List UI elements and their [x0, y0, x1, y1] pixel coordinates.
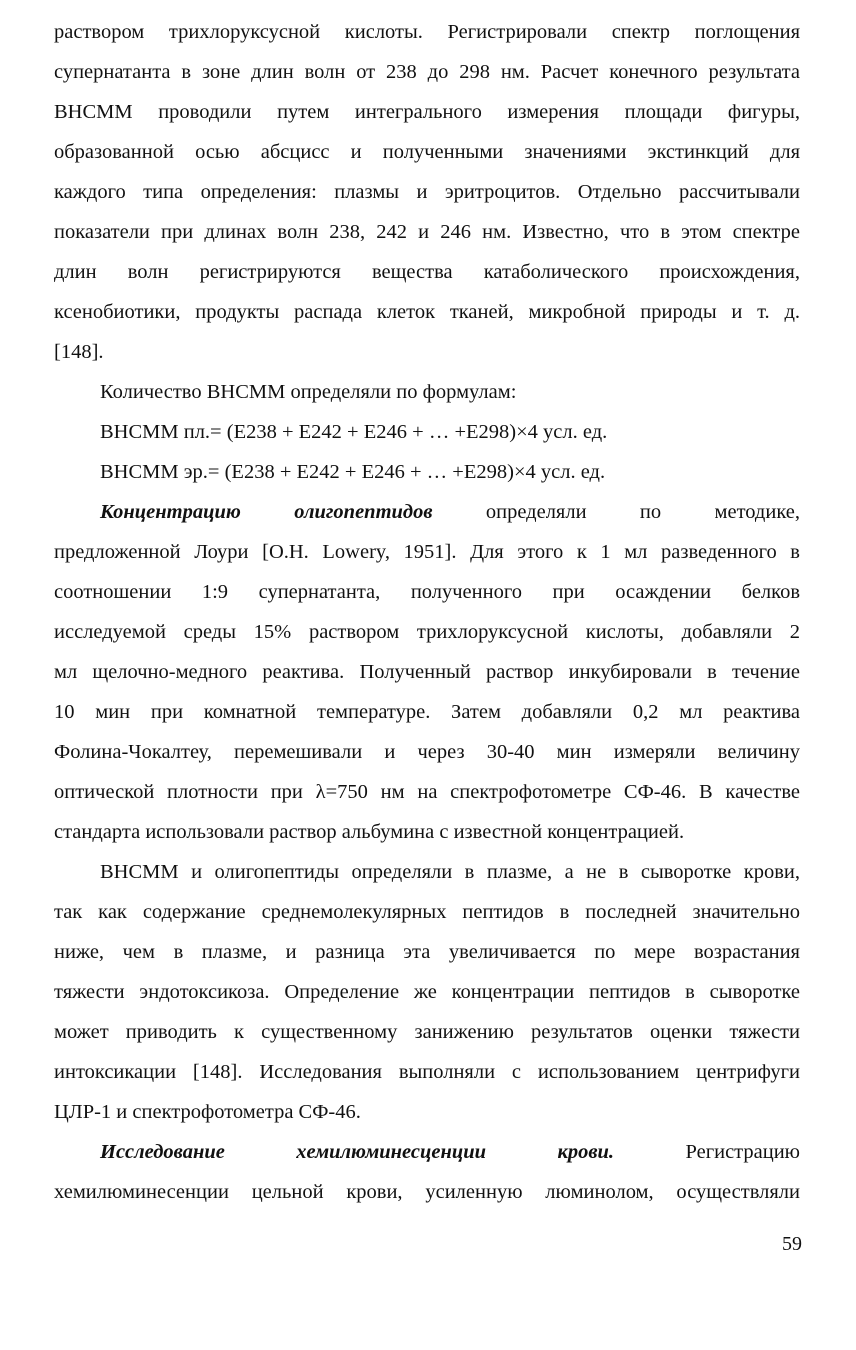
- heading-line-oligopeptides: [54, 492, 800, 532]
- text-line: ксенобиотики, продукты распада клеток тканей, микробной природы и т. д.: [54, 301, 800, 323]
- heading-line-chemiluminescence: [54, 1132, 800, 1172]
- text-line: 10 мин при комнатной температуре. Затем добавляли 0,2 мл реактива: [54, 701, 800, 723]
- text-line: хемилюминесенции цельной крови, усиленную люминолом, осуществляли: [54, 1181, 800, 1203]
- text-line: ниже, чем в плазме, и разница эта увеличивается по мере возрастания: [54, 941, 800, 963]
- text-line: так как содержание среднемолекулярных пептидов в последней значительно: [54, 901, 800, 923]
- text-line: исследуемой среды 15% раствором трихлоруксусной кислоты, добавляли 2: [54, 621, 800, 643]
- text-line: Количество ВНСММ определяли по формулам:: [100, 381, 517, 403]
- text-line: предложенной Лоури [О.Н. Lowery, 1951]. Для этого к 1 мл разведенного в: [54, 541, 800, 563]
- page-number: 59: [782, 1233, 802, 1255]
- heading-chemiluminescence-rest: Регистрацию: [685, 1141, 800, 1163]
- text-line: может приводить к существенному занижению результатов оценки тяжести: [54, 1021, 800, 1043]
- text-line: соотношении 1:9 супернатанта, полученного при осаждении белков: [54, 581, 800, 603]
- text-line: [148].: [54, 341, 104, 363]
- text-line: Фолина-Чокалтеу, перемешивали и через 30-40 мин измеряли величину: [54, 741, 800, 763]
- text-line: ЦЛР-1 и спектрофотометра СФ-46.: [54, 1101, 361, 1123]
- text-line: мл щелочно-медного реактива. Полученный раствор инкубировали в течение: [54, 661, 800, 683]
- heading-oligopeptides: Концентрацию олигопептидов: [100, 501, 433, 523]
- text-line: показатели при длинах волн 238, 242 и 246 нм. Известно, что в этом спектре: [54, 221, 800, 243]
- text-line: стандарта использовали раствор альбумина с известной концентрацией.: [54, 821, 685, 843]
- text-line: супернатанта в зоне длин волн от 238 до 298 нм. Расчет конечного результата: [54, 61, 800, 83]
- text-line: каждого типа определения: плазмы и эритроцитов. Отдельно рассчитывали: [54, 181, 800, 203]
- heading-oligopeptides-rest: определяли по методике,: [485, 501, 800, 523]
- text-line: образованной осью абсцисс и полученными значениями экстинкций для: [54, 141, 800, 163]
- text-line: раствором трихлоруксусной кислоты. Регистрировали спектр поглощения: [54, 21, 800, 43]
- text-line: ВНСММ и олигопептиды определяли в плазме, а не в сыворотке крови,: [100, 861, 800, 883]
- text-line: оптической плотности при λ=750 нм на спектрофотометре СФ-46. В качестве: [54, 781, 800, 803]
- formula-plasma: ВНСММ пл.= (Е238 + Е242 + Е246 + … +Е298)×4 усл. ед.: [100, 421, 608, 443]
- text-line: интоксикации [148]. Исследования выполняли с использованием центрифуги: [54, 1061, 800, 1083]
- formula-erythrocytes: ВНСММ эр.= (Е238 + Е242 + Е246 + … +Е298)×4 усл. ед.: [100, 461, 606, 483]
- body-text: [54, 12, 800, 1212]
- text-line: тяжести эндотоксикоза. Определение же концентрации пептидов в сыворотке: [54, 981, 800, 1003]
- text-line: длин волн регистрируются вещества катаболического происхождения,: [54, 261, 800, 283]
- heading-chemiluminescence: Исследование хемилюминесценции крови.: [100, 1141, 615, 1163]
- text-line: ВНСММ проводили путем интегрального измерения площади фигуры,: [54, 101, 800, 123]
